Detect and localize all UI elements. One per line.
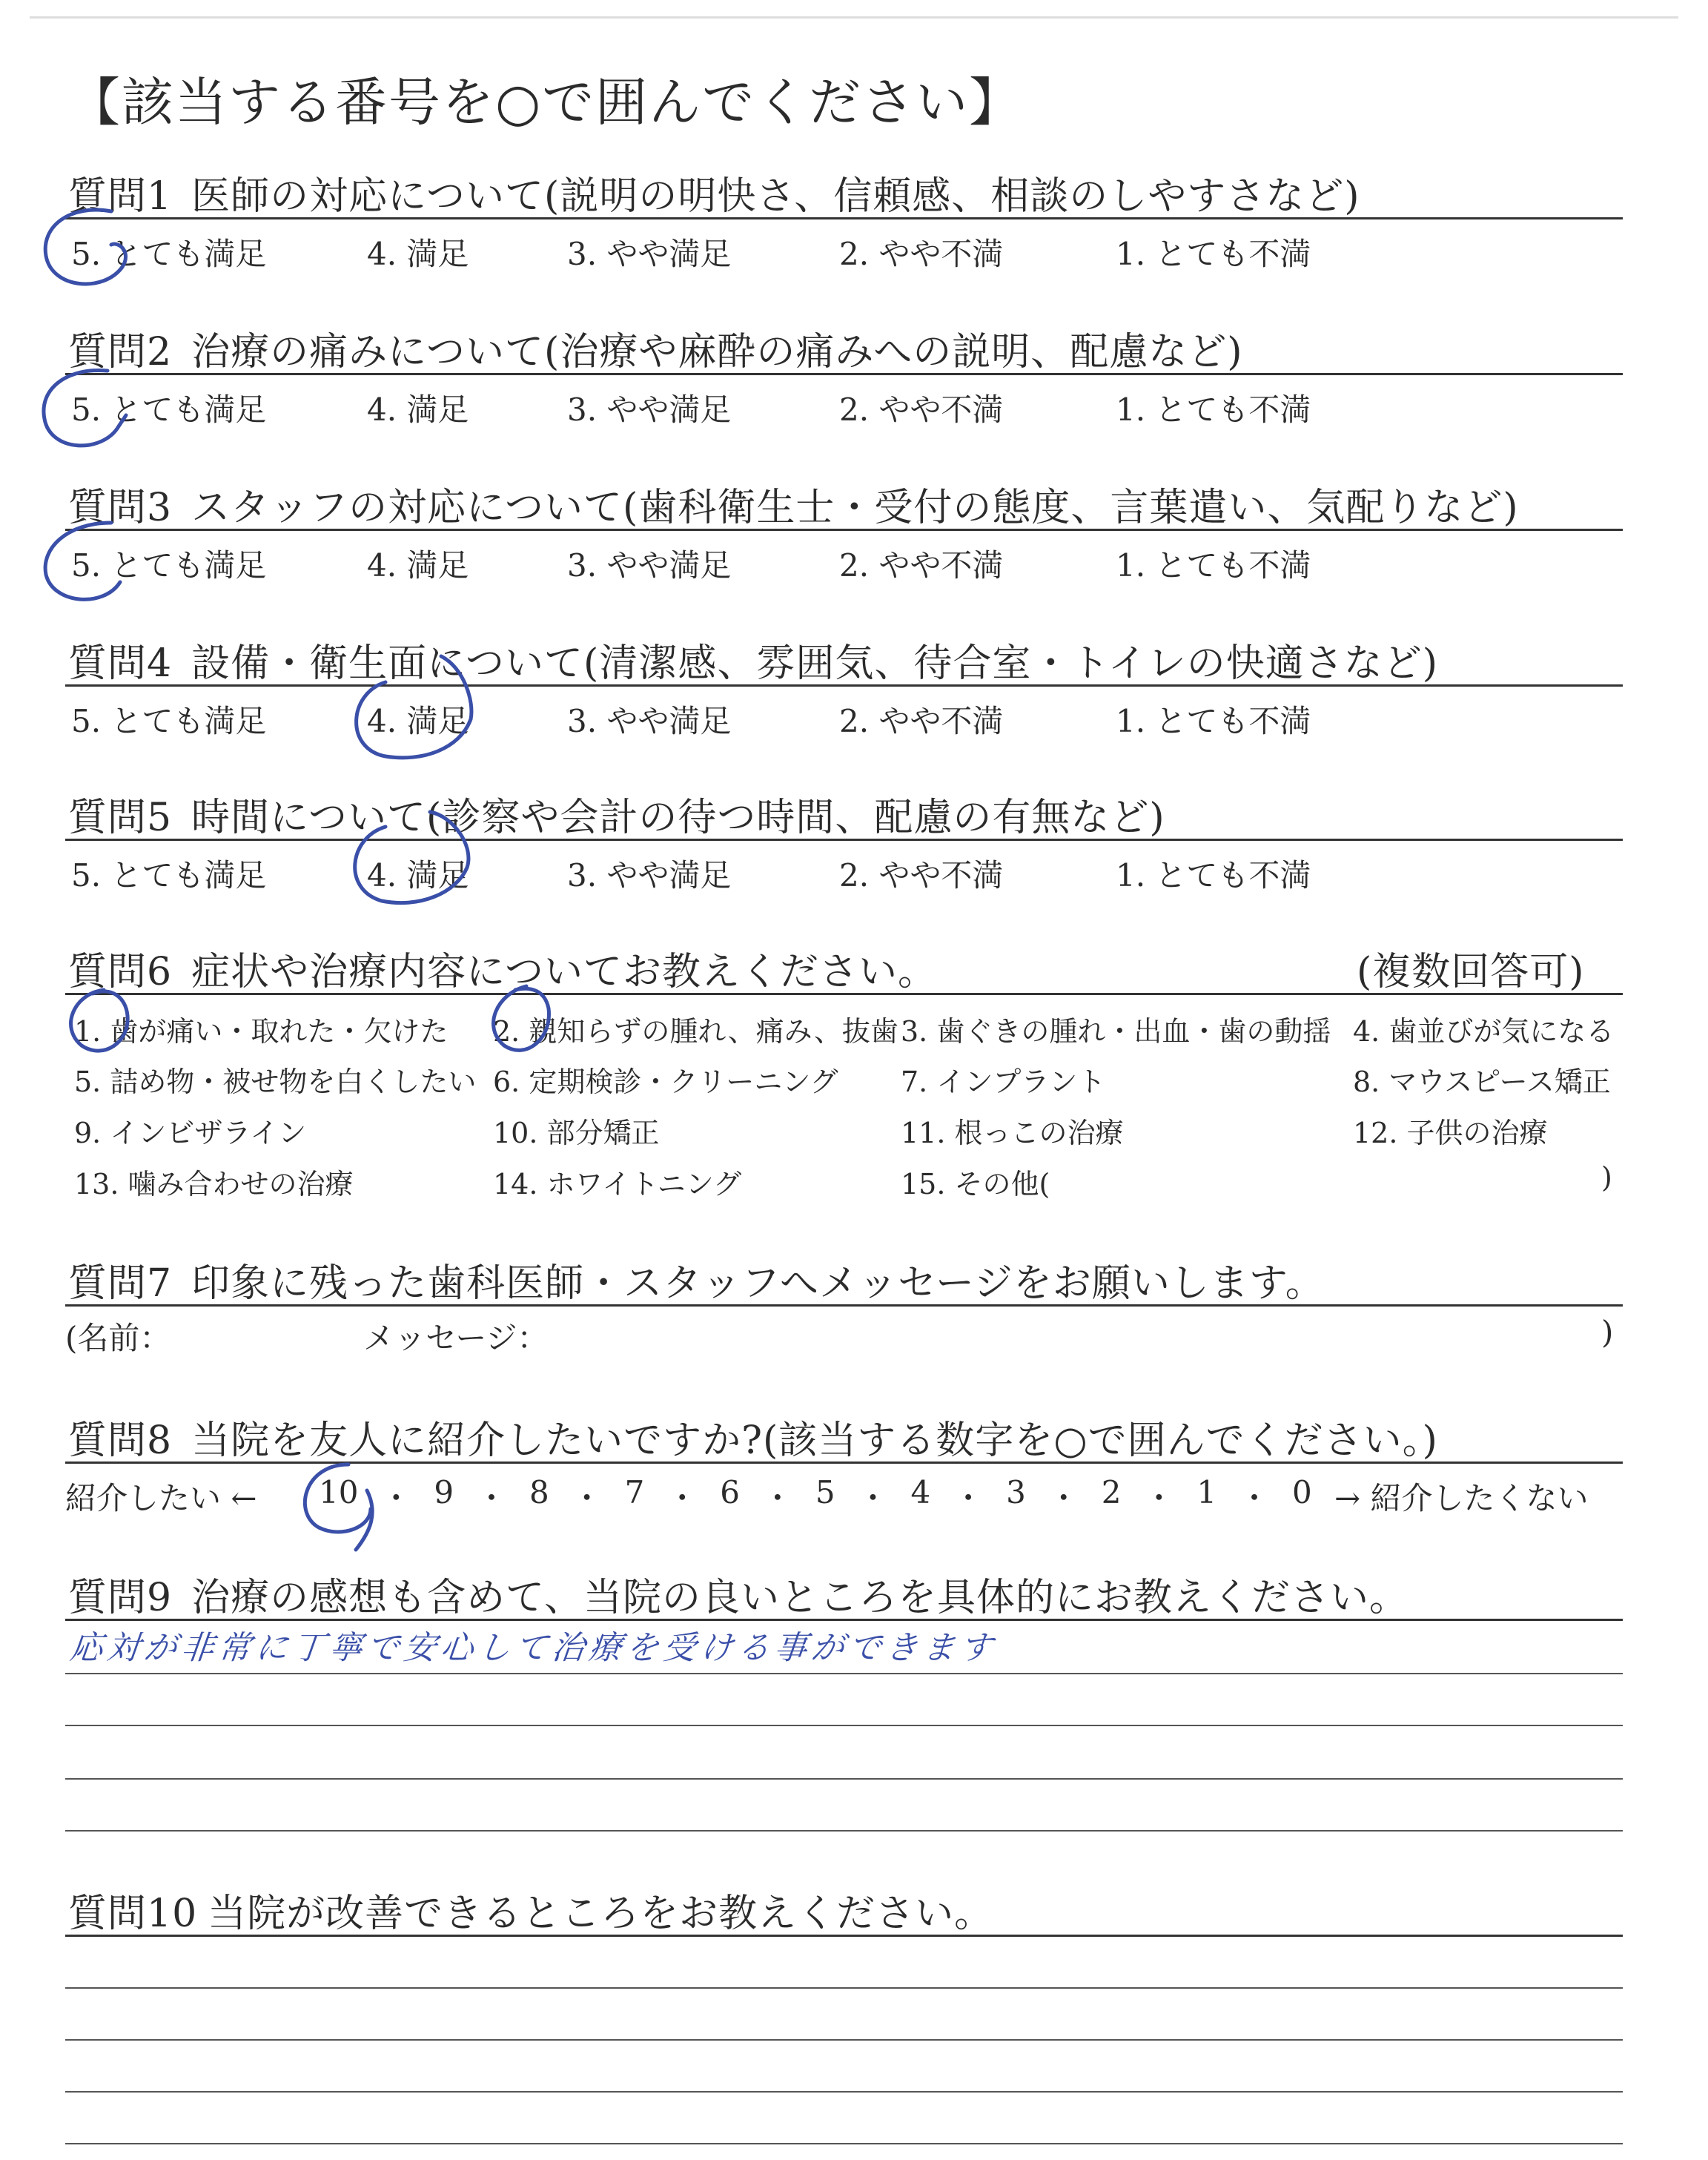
q9-answer-line[interactable] [65, 1725, 1623, 1726]
q6-option-15-close-paren: ) [1601, 1161, 1612, 1194]
q8-scale-dot: ・ [857, 1480, 889, 1516]
q1-option-5[interactable]: 5. とても満足 [71, 236, 267, 272]
q9-handwritten-answer[interactable]: 応対が非常に丁寧で安心して治療を受ける事ができます [67, 1629, 999, 1667]
q8-scale-10[interactable]: 10 [319, 1474, 359, 1510]
question-4-text: 設備・衛生面について(清潔感、雰囲気、待合室・トイレの快適さなど) [191, 641, 1439, 686]
q2-option-3[interactable]: 3. やや満足 [567, 392, 732, 428]
q8-scale-dot: ・ [380, 1480, 412, 1516]
q6-option-2[interactable]: 2. 親知らずの腫れ、痛み、抜歯 [493, 1015, 898, 1048]
question-7-number: 質問7 [68, 1261, 173, 1306]
q8-scale-9[interactable]: 9 [434, 1474, 454, 1510]
question-6-text: 症状や治療内容についてお教えください。 [191, 950, 938, 994]
question-3-text: スタッフの対応について(歯科衛生士・受付の態度、言葉遣い、気配りなど) [191, 486, 1519, 530]
q7-name-label: (名前： [65, 1320, 171, 1356]
question-3-rule [65, 529, 1623, 531]
q6-option-7[interactable]: 7. インプラント [901, 1066, 1106, 1098]
question-7 [68, 1252, 1325, 1307]
q6-option-3[interactable]: 3. 歯ぐきの腫れ・出血・歯の動揺 [901, 1015, 1331, 1048]
q2-option-5[interactable]: 5. とても満足 [71, 392, 267, 428]
q8-scale-3[interactable]: 3 [1006, 1474, 1026, 1510]
q8-scale-5[interactable]: 5 [815, 1474, 835, 1510]
q5-option-1[interactable]: 1. とても不満 [1116, 857, 1311, 894]
question-5-text: 時間について(診察や会計の待つ時間、配慮の有無など) [191, 796, 1165, 840]
question-7-text: 印象に残った歯科医師・スタッフへメッセージをお願いします。 [191, 1261, 1325, 1306]
q1-option-1[interactable]: 1. とても不満 [1116, 236, 1311, 272]
q4-option-1[interactable]: 1. とても不満 [1116, 703, 1311, 739]
q8-scale-6[interactable]: 6 [720, 1474, 740, 1510]
question-3 [68, 476, 1519, 532]
q8-scale-dot: ・ [476, 1480, 508, 1516]
q6-option-13[interactable]: 13. 噛み合わせの治療 [74, 1168, 354, 1200]
q6-option-11[interactable]: 11. 根っこの治療 [901, 1117, 1124, 1149]
q3-option-5[interactable]: 5. とても満足 [71, 547, 267, 584]
question-3-number: 質問3 [68, 486, 173, 530]
q4-option-2[interactable]: 2. やや不満 [839, 703, 1004, 739]
question-6 [68, 940, 937, 996]
q5-option-3[interactable]: 3. やや満足 [567, 857, 732, 894]
question-8-text: 当院を友人に紹介したいですか?(該当する数字を○で囲んでください。) [191, 1418, 1438, 1463]
q8-scale-dot: ・ [953, 1480, 984, 1516]
q2-option-2[interactable]: 2. やや不満 [839, 392, 1004, 428]
question-10-rule [65, 1935, 1623, 1937]
q9-answer-line[interactable] [65, 1830, 1623, 1832]
form-header: 【該当する番号を○で囲んでください】 [68, 72, 1023, 133]
q7-close-paren: ) [1601, 1314, 1614, 1350]
question-1 [68, 165, 1360, 220]
q10-answer-line[interactable] [65, 2143, 1623, 2144]
q1-option-3[interactable]: 3. やや満足 [567, 236, 732, 272]
question-10 [68, 1882, 993, 1938]
question-2 [68, 320, 1243, 376]
scan-top-edge [30, 16, 1678, 19]
q8-scale-dot: ・ [666, 1480, 698, 1516]
q8-scale-7[interactable]: 7 [624, 1474, 645, 1510]
question-2-rule [65, 373, 1623, 375]
q8-scale-dot: ・ [1047, 1480, 1079, 1516]
q5-option-5[interactable]: 5. とても満足 [71, 857, 267, 894]
q8-scale-dot: ・ [1143, 1480, 1175, 1516]
q6-option-8[interactable]: 8. マウスピース矯正 [1353, 1066, 1611, 1098]
q2-option-4[interactable]: 4. 満足 [367, 392, 469, 428]
q6-option-1[interactable]: 1. 歯が痛い・取れた・欠けた [74, 1015, 448, 1048]
question-9-text: 治療の感想も含めて、当院の良いところを具体的にお教えください。 [191, 1576, 1409, 1620]
question-8-rule [65, 1462, 1623, 1464]
question-10-text: 当院が改善できるところをお教えください。 [208, 1892, 994, 1936]
q10-answer-line[interactable] [65, 2091, 1623, 2093]
q6-option-9[interactable]: 9. インビザライン [74, 1117, 307, 1149]
question-2-text: 治療の痛みについて(治療や麻酔の痛みへの説明、配慮など) [191, 330, 1243, 374]
q3-option-4[interactable]: 4. 満足 [367, 547, 469, 584]
question-10-number: 質問10 [68, 1892, 198, 1936]
q7-message-label: メッセージ： [363, 1320, 549, 1356]
q8-scale [319, 1474, 1312, 1519]
question-8-number: 質問8 [68, 1418, 173, 1463]
q6-option-4[interactable]: 4. 歯並びが気になる [1353, 1015, 1615, 1048]
q8-scale-2[interactable]: 2 [1101, 1474, 1122, 1510]
q4-option-5[interactable]: 5. とても満足 [71, 703, 267, 739]
q2-option-1[interactable]: 1. とても不満 [1116, 392, 1311, 428]
q5-option-2[interactable]: 2. やや不満 [839, 857, 1004, 894]
q6-option-5[interactable]: 5. 詰め物・被せ物を白くしたい [74, 1066, 477, 1098]
q3-option-2[interactable]: 2. やや不満 [839, 547, 1004, 584]
question-5-rule [65, 839, 1623, 841]
q1-option-4[interactable]: 4. 満足 [367, 236, 469, 272]
question-5-number: 質問5 [68, 796, 173, 840]
question-6-number: 質問6 [68, 950, 173, 994]
q1-option-2[interactable]: 2. やや不満 [839, 236, 1004, 272]
question-8 [68, 1409, 1438, 1464]
q8-scale-dot: ・ [571, 1480, 603, 1516]
question-1-text: 医師の対応について(説明の明快さ、信頼感、相談のしやすさなど) [191, 174, 1360, 219]
q6-option-15[interactable]: 15. その他( [901, 1168, 1050, 1200]
q4-option-3[interactable]: 3. やや満足 [567, 703, 732, 739]
question-6-note: (複数回答可) [1357, 950, 1585, 994]
q9-answer-line[interactable] [65, 1673, 1623, 1674]
question-1-rule [65, 217, 1623, 219]
question-4-rule [65, 684, 1623, 687]
q6-option-14[interactable]: 14. ホワイトニング [493, 1168, 742, 1200]
q8-right-label: → 紹介したくない [1334, 1480, 1589, 1516]
q10-answer-line[interactable] [65, 2039, 1623, 2041]
q8-scale-0[interactable]: 0 [1291, 1474, 1312, 1510]
question-4 [68, 632, 1438, 687]
q8-scale-8[interactable]: 8 [529, 1474, 549, 1510]
q8-scale-1[interactable]: 1 [1196, 1474, 1217, 1510]
q5-option-4[interactable]: 4. 満足 [367, 857, 469, 894]
q8-scale-dot: ・ [761, 1480, 793, 1516]
q3-option-3[interactable]: 3. やや満足 [567, 547, 732, 584]
q10-answer-line[interactable] [65, 1987, 1623, 1989]
question-7-rule [65, 1304, 1623, 1307]
q8-scale-4[interactable]: 4 [910, 1474, 931, 1510]
question-5 [68, 786, 1165, 842]
q8-left-label: 紹介したい ← [65, 1480, 257, 1516]
question-9 [68, 1566, 1409, 1622]
q6-option-12[interactable]: 12. 子供の治療 [1353, 1117, 1548, 1149]
question-9-number: 質問9 [68, 1576, 173, 1620]
q4-option-4[interactable]: 4. 満足 [367, 703, 469, 739]
question-1-number: 質問1 [68, 174, 173, 219]
question-6-rule [65, 993, 1623, 995]
q3-option-1[interactable]: 1. とても不満 [1116, 547, 1311, 584]
q6-option-10[interactable]: 10. 部分矯正 [493, 1117, 660, 1149]
q8-scale-dot: ・ [1239, 1480, 1271, 1516]
q9-answer-line[interactable] [65, 1778, 1623, 1780]
question-4-number: 質問4 [68, 641, 173, 686]
question-2-number: 質問2 [68, 330, 173, 374]
q6-option-6[interactable]: 6. 定期検診・クリーニング [493, 1066, 838, 1098]
